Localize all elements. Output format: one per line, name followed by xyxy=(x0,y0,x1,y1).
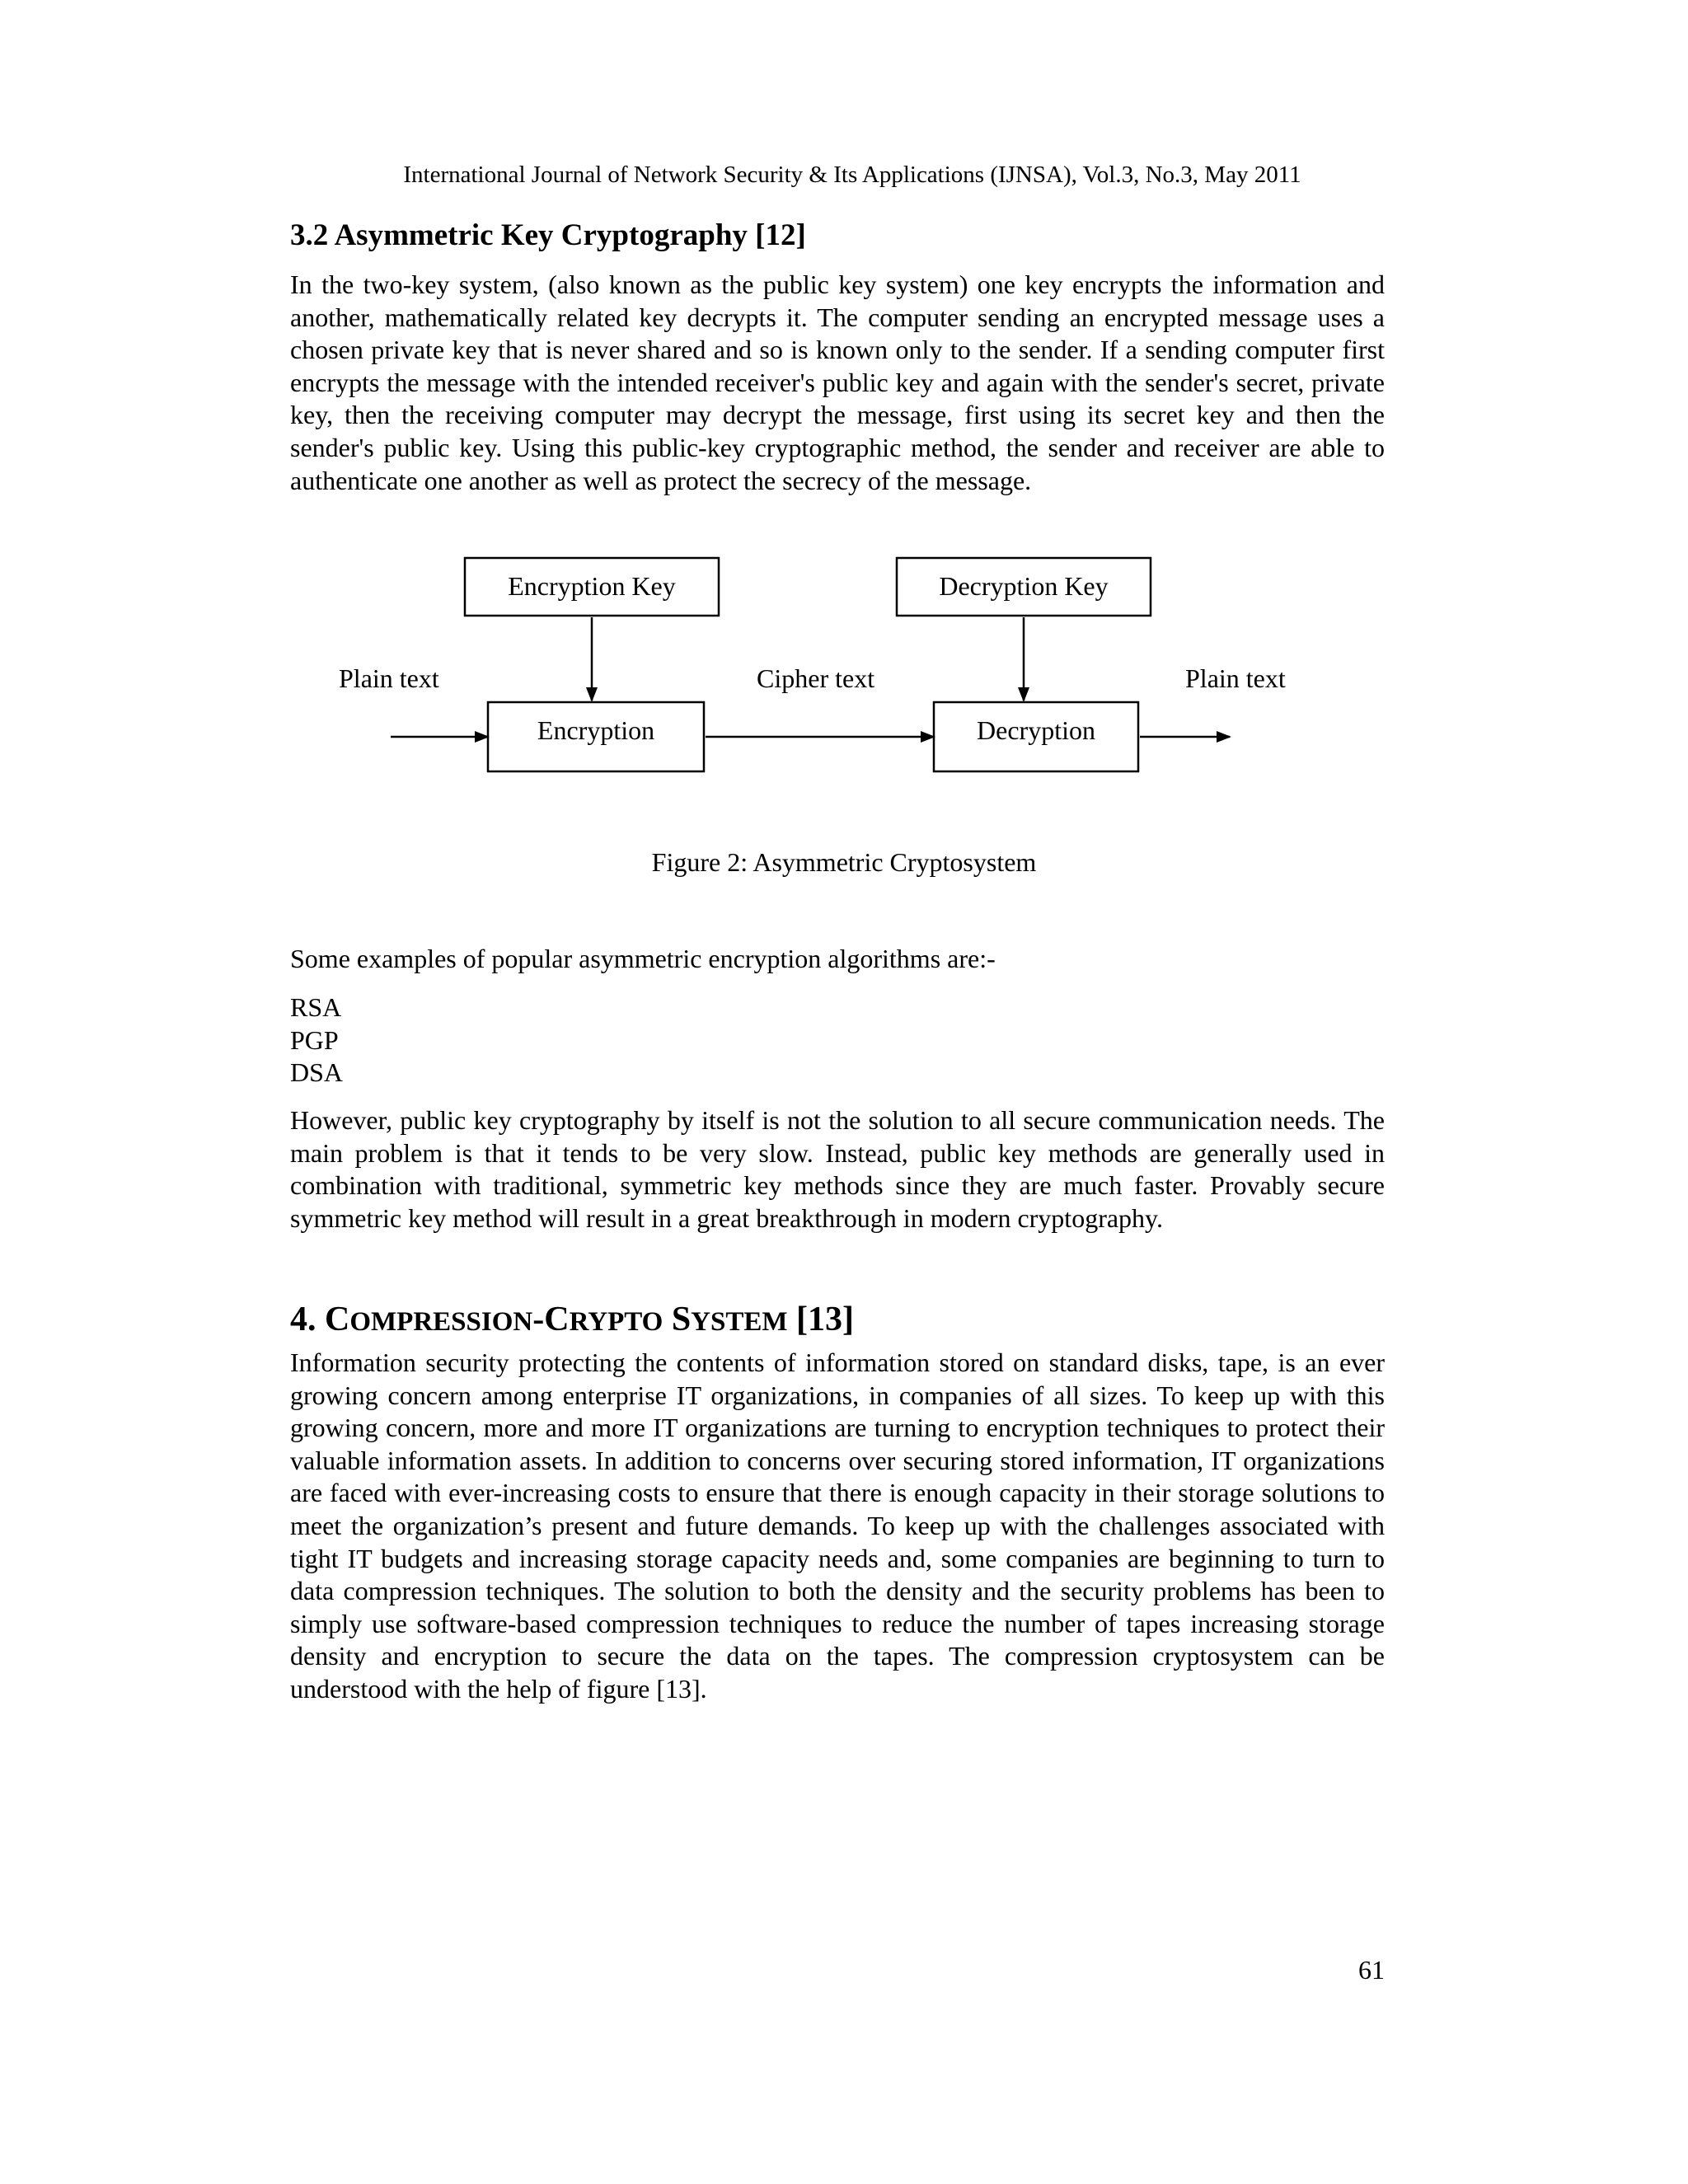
section-heading-4 xyxy=(290,1299,1385,1343)
heading-part: C xyxy=(325,1301,350,1338)
plain-text-output-label: Plain text xyxy=(1185,663,1286,693)
encryption-key-label: Encryption Key xyxy=(508,571,676,601)
decryption-key-label: Decryption Key xyxy=(939,571,1109,601)
plain-text-input-label: Plain text xyxy=(339,663,439,693)
list-item: DSA xyxy=(290,1057,344,1087)
figure-caption: Figure 2: Asymmetric Cryptosystem xyxy=(651,847,1037,877)
asymmetric-cryptosystem-diagram xyxy=(0,0,1688,824)
heading-part: YSTEM xyxy=(691,1307,788,1337)
list-item: PGP xyxy=(290,1024,339,1055)
heading-part: - xyxy=(532,1301,545,1338)
list-item: RSA xyxy=(290,992,342,1022)
heading-part: OMPRESSION xyxy=(349,1307,533,1337)
page-number: 61 xyxy=(1358,1955,1385,1985)
asymmetric-key-paragraph: In the two-key system, (also known as the public key system) one key encrypts the information and another, mathematically related key decrypts it. The computer sending an encrypted message uses a chosen private key that is never shared and so is known only to the sender. If a sending computer first encrypts the message with the intended receiver's public key and again with the sender's secret, private key, then the receiving computer may decrypt the message, first using its secret key and then the sender's public key. Using this public-key cryptographic method, the sender and receiver are able to authenticate one another as well as protect the secrecy of the message. xyxy=(290,269,1385,495)
encryption-label: Encryption xyxy=(537,715,655,745)
cipher-text-label: Cipher text xyxy=(757,663,875,693)
algorithm-list xyxy=(290,991,1385,1090)
heading-part: RYPTO xyxy=(569,1307,663,1337)
heading-part: C xyxy=(544,1301,570,1338)
heading-ref: [13] xyxy=(787,1301,855,1338)
decryption-label: Decryption xyxy=(977,715,1095,745)
compression-crypto-paragraph: Information security protecting the contents of information stored on standard disks, tape, is an ever growing concern among enterprise IT organizations, in companies of all sizes. To keep up with this growing concern, more and more IT organizations are turning to encryption techniques to protect their valuable information assets. In addition to concerns over securing stored information, IT organizations are faced with ever-increasing costs to ensure that there is enough capacity in their storage solutions to meet the organization’s present and future demands. To keep up with the challenges associated with tight IT budgets and increasing storage capacity needs and, some companies are beginning to turn to data compression techniques. The solution to both the density and the security problems has been to simply use software-based compression techniques to reduce the number of tapes increasing storage density and encryption to secure the data on the tapes. The compression cryptosystem can be understood with the help of figure [13]. xyxy=(290,1347,1385,1704)
examples-intro: Some examples of popular asymmetric encryption algorithms are:- xyxy=(290,944,996,973)
heading-number: 4. xyxy=(290,1301,325,1338)
section-heading-3-2: 3.2 Asymmetric Key Cryptography [12] xyxy=(290,218,806,252)
heading-part: S xyxy=(671,1301,692,1338)
running-header: International Journal of Network Security & Its Applications (IJNSA), Vol.3, No.3, May 2011 xyxy=(403,162,1301,188)
limitations-paragraph: However, public key cryptography by itself is not the solution to all secure communication needs. The main problem is that it tends to be very slow. Instead, public key methods are generally used in combination with traditional, symmetric key methods since they are much faster. Provably secure symmetric key method will result in a great breakthrough in modern cryptography. xyxy=(290,1105,1385,1233)
